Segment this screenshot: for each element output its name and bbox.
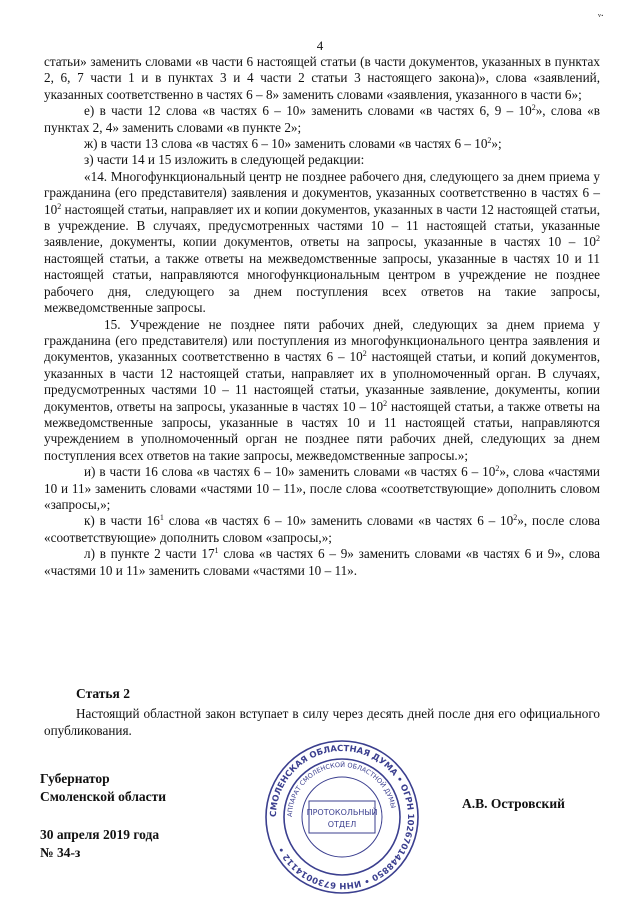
signature-date: 30 апреля 2019 года [40,827,160,842]
body-paragraph: «14. Многофункциональный центр не позднее рабочего дня, следующего за днем приема у гражданина (его представителя) заявления и документов, указанных соответственно в частях $6 - 10^2$ настоящей статьи, направляет их и копии документов, указанных в части 12 настоящей статьи, в учреждение. В случаях, предусмотренных частями 10 – 11 настоящей статьи, указанные заявление, документы, копии документов, ответы на запросы, указанные в частях $10 - 10^2$ настоящей статьи, а также ответы на межведомственные запросы, указанные в частях 10 и 11 настоящей статьи, направляются многофункциональным центром в учреждение не позднее рабочего дня, следующего за днем поступления всех ответов на такие запросы, межведомственные запросы. [44,168,600,316]
signatory-name: А.В. Островский [462,796,565,811]
body-paragraph: е) в части 12 слова «в частях 6 – 10» заменить словами «в частях 6, $9 - 10^2$», слова «в пунктах 2, 4» заменить словами «в пункте 2»; [44,103,600,135]
corner-mark: ᵥ. [598,8,604,19]
seal-center-line1: ПРОТОКОЛЬНЫЙ [306,808,378,817]
body-paragraph: з) части 14 и 15 изложить в следующей редакции: [84,152,365,168]
body-paragraph: 15. Учреждение не позднее пяти рабочих дней, следующих за днем приема у гражданина (его представителя) или поступления из многофункционального центра заявления и документов, указанных соответственно в частях $6 - 10^2$ настоящей статьи, и копий документов, указанных в части 12 настоящей статьи, направляет их в уполномоченный орган. В случаях, предусмотренных частями 10 – 11 настоящей статьи, указанные заявление, документы, копии документов, ответы на запросы, указанные в частях $10 - 10^2$ настоящей статьи, а также ответы на межведомственные запросы, указанные в частях 10 и 11 настоящей статьи, направляются учреждением в уполномоченный орган не позднее пяти рабочих дней, следующих за днем поступления всех ответов на такие запросы, межведомственные запросы.»; [44,316,601,463]
signatory-position-line2: Смоленской области [40,789,167,804]
body-paragraph: л) в пункте 2 части $17^1$ слова «в частях 6 – 9» заменить словами «в частях 6 и 9», слова «частями 10 и 11» заменить словами «частями 10 – 11». [44,546,600,578]
seal-inner-ring [302,777,382,857]
signature-date-block [40,826,159,862]
signatory-position [40,770,166,806]
official-seal [262,735,422,900]
article-body: Настоящий областной закон вступает в силу через десять дней после дня его официального опубликования. [44,706,600,738]
law-number: № 34-з [40,845,81,860]
body-paragraph: и) в части 16 слова «в частях 6 – 10» заменить словами «в частях $6 - 10^2$», слова «частями 10 и 11» заменить словами «частями 10 – 11», после слова «соответствующие» дополнить словом «запросы,»; [44,464,600,512]
seal-center-line2: ОТДЕЛ [327,820,357,829]
body-paragraph: ж) в части 13 слова «в частях 6 – 10» заменить словами «в частях $6 - 10^2$»; [84,136,502,152]
seal-inner-text: АППАРАТ СМОЛЕНСКОЙ ОБЛАСТНОЙ ДУМЫ [285,760,398,818]
article-heading: Статья 2 [76,686,130,701]
page-number: 4 [316,38,324,53]
document-body [44,54,600,579]
seal-middle-ring [284,759,400,875]
seal-outer-text: СМОЛЕНСКАЯ ОБЛАСТНАЯ ДУМА • ОГРН 1026701448850 • ИНН 6730014112 • [268,743,416,891]
body-paragraph: статьи» заменить словами «в части 6 настоящей статьи (в части документов, указанных в пунктах 2, 6, 7 части 1 и в пунктах 3 и 4 части 2 статьи 3 настоящего закона)», слова «заявлений, указанных соответственно в частях 6 – 8» заменить словами «заявления, указанного в части 6»; [44,54,600,102]
signatory-position-line1: Губернатор [40,771,110,786]
body-paragraph: к) в части $16^1$ слова «в частях 6 – 10» заменить словами «в частях $6 - 10^2$», после слова «соответствующие» дополнить словом «запросы,»; [44,513,601,545]
